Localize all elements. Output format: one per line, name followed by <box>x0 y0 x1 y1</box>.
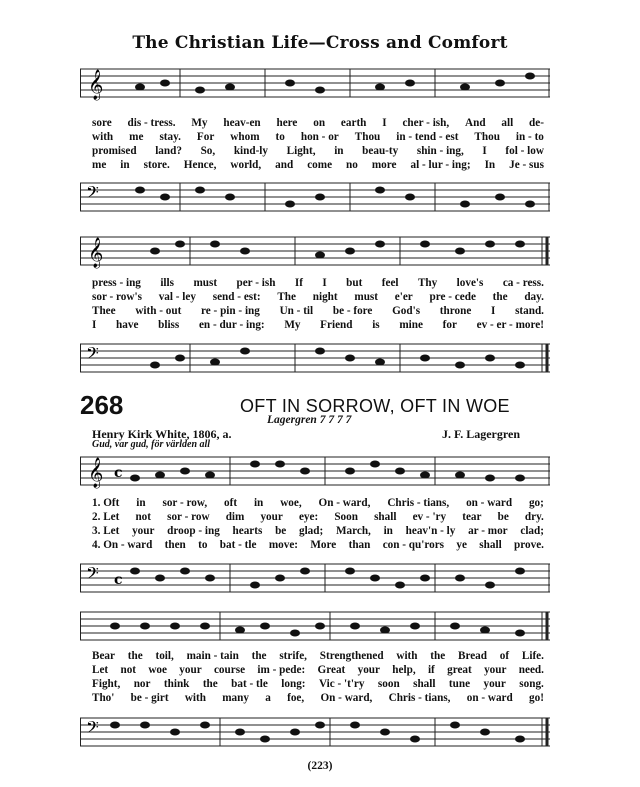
treble-staff <box>80 231 550 268</box>
svg-text:𝄞: 𝄞 <box>88 70 104 100</box>
lyric-syllable: dis - tress. <box>127 117 176 129</box>
lyric-syllable: store. <box>143 159 170 171</box>
lyric-syllable: land? <box>155 145 182 157</box>
lyric-syllable: 2. Let <box>92 511 120 523</box>
lyric-syllable: droop - ing <box>167 525 220 537</box>
lyric-syllable: need. <box>518 664 544 676</box>
lyric-syllable: dry. <box>524 511 544 523</box>
lyric-syllable: I <box>382 117 387 129</box>
lyric-syllable: with <box>184 692 206 704</box>
lyric-line <box>92 678 544 690</box>
lyric-syllable: not <box>120 664 137 676</box>
lyric-syllable: great <box>447 664 472 676</box>
lyric-syllable: sor - row, <box>162 497 208 509</box>
lyric-syllable: your <box>132 525 155 537</box>
lyric-syllable: On - ward, <box>318 497 371 509</box>
lyric-syllable: in - tend - est <box>396 131 459 143</box>
lyric-syllable: the <box>127 650 143 662</box>
lyric-syllable: Thee <box>92 305 116 317</box>
lyric-syllable: come <box>307 159 333 171</box>
lyric-syllable: con - qu'rors <box>382 539 445 551</box>
lyric-syllable: must <box>193 277 218 289</box>
lyric-syllable: day. <box>524 291 544 303</box>
lyric-syllable: tune <box>448 678 471 690</box>
lyric-syllable: mine <box>399 319 423 331</box>
lyric-syllable: strife, <box>279 650 307 662</box>
lyric-syllable: shall <box>374 511 397 523</box>
lyric-syllable: all <box>501 117 514 129</box>
lyric-syllable: in <box>383 525 393 537</box>
lyric-syllable: in <box>136 497 146 509</box>
lyric-syllable: ye <box>456 539 467 551</box>
lyric-syllable: in <box>253 497 264 509</box>
lyric-syllable: the <box>251 650 267 662</box>
lyric-syllable: Hence, <box>183 159 217 171</box>
lyric-syllable: woe <box>148 664 167 676</box>
lyric-syllable: your <box>484 664 507 676</box>
lyric-syllable: me <box>92 159 107 171</box>
lyric-syllable: nor <box>133 678 151 690</box>
lyric-syllable: must <box>354 291 378 303</box>
lyric-syllable: ev - 'ry <box>412 511 447 523</box>
tune-name: Lagergren 7 7 7 7 <box>267 414 352 426</box>
svg-text:𝄢: 𝄢 <box>86 343 99 367</box>
lyric-syllable: on - ward <box>466 497 513 509</box>
lyric-syllable: Bear <box>92 650 115 662</box>
lyric-syllable: your <box>357 664 380 676</box>
bass-staff <box>80 712 550 746</box>
lyric-syllable: I <box>482 145 487 157</box>
lyric-line <box>92 319 544 331</box>
lyric-syllable: main - tain <box>186 650 239 662</box>
lyric-line <box>92 305 544 317</box>
lyric-syllable: ca - ress. <box>502 277 544 289</box>
lyric-syllable: to <box>275 131 285 143</box>
lyric-syllable: bliss <box>158 319 180 331</box>
bass-staff <box>80 338 550 372</box>
treble-staff <box>80 451 550 488</box>
lyric-syllable: the <box>492 291 508 303</box>
lyric-line <box>92 277 544 289</box>
lyric-syllable: Je - sus <box>509 159 544 171</box>
lyric-syllable: if <box>427 664 435 676</box>
lyric-syllable: in <box>334 145 344 157</box>
lyric-syllable: but <box>346 277 363 289</box>
lyric-syllable: 3. Let <box>92 525 120 537</box>
lyric-syllable: im - pede: <box>257 664 306 676</box>
lyric-syllable: ev - er - more! <box>476 319 544 331</box>
lyric-syllable: Great <box>317 664 346 676</box>
lyric-syllable: think <box>163 678 190 690</box>
lyric-syllable: shall <box>413 678 436 690</box>
lyric-syllable: Un - til <box>279 305 314 317</box>
lyric-syllable: 1. Oft <box>92 497 120 509</box>
lyric-syllable: and <box>275 159 294 171</box>
lyric-syllable: bat - tle <box>219 539 257 551</box>
lyric-syllable: a <box>265 692 271 704</box>
lyric-line <box>92 664 544 676</box>
lyric-line <box>92 539 544 551</box>
lyric-syllable: 4. On - ward <box>92 539 153 551</box>
lyric-syllable: oft <box>224 497 238 509</box>
lyric-syllable: be <box>275 525 287 537</box>
lyric-syllable: Thy <box>417 277 438 289</box>
lyric-syllable: here <box>276 117 298 129</box>
lyric-line <box>92 291 544 303</box>
composer-credit: J. F. Lagergren <box>442 427 520 441</box>
lyric-line <box>92 692 544 704</box>
svg-text:𝄞: 𝄞 <box>88 238 104 268</box>
lyric-line <box>92 497 544 509</box>
lyric-syllable: My <box>191 117 208 129</box>
lyric-syllable: no <box>346 159 358 171</box>
lyric-syllable: night <box>312 291 338 303</box>
lyric-syllable: foe, <box>287 692 305 704</box>
lyric-syllable: then <box>164 539 186 551</box>
lyric-syllable: go! <box>529 692 544 704</box>
bass-staff <box>80 558 550 592</box>
lyric-syllable: clad; <box>520 525 544 537</box>
svg-text:𝄞: 𝄞 <box>88 458 104 488</box>
lyric-syllable: re - pin - ing <box>201 305 260 317</box>
lyric-syllable: hon - or <box>300 131 339 143</box>
lyric-syllable: long: <box>281 678 306 690</box>
lyric-syllable: for <box>442 319 457 331</box>
svg-text:𝄢: 𝄢 <box>86 563 99 587</box>
lyric-syllable: me <box>129 131 144 143</box>
lyric-syllable: world, <box>230 159 262 171</box>
lyric-syllable: sor - row <box>167 511 210 523</box>
lyric-syllable: in <box>120 159 130 171</box>
lyric-syllable: The <box>277 291 296 303</box>
lyric-syllable: And <box>465 117 486 129</box>
lyric-syllable: send - est: <box>212 291 261 303</box>
lyric-syllable: on - ward <box>466 692 513 704</box>
lyric-syllable: fol - low <box>505 145 544 157</box>
lyric-syllable: Tho' <box>92 692 115 704</box>
lyric-syllable: For <box>196 131 215 143</box>
lyric-syllable: My <box>284 319 301 331</box>
lyric-syllable: soon <box>377 678 400 690</box>
lyric-syllable: stay. <box>159 131 181 143</box>
lyric-syllable: shall <box>479 539 502 551</box>
lyric-syllable: ills <box>160 277 175 289</box>
lyric-syllable: in - to <box>515 131 544 143</box>
page-header: The Christian Life—Cross and Comfort <box>132 33 508 53</box>
lyric-syllable: Chris - tians, <box>388 692 451 704</box>
lyric-syllable: throne <box>439 305 472 317</box>
lyric-syllable: per - ish <box>236 277 276 289</box>
lyric-syllable: feel <box>381 277 399 289</box>
lyric-syllable: God's <box>392 305 421 317</box>
lyric-syllable: heav'n - ly <box>405 525 456 537</box>
lyric-line <box>92 650 544 662</box>
lyric-syllable: Vic - 't'ry <box>318 678 365 690</box>
lyric-syllable: stand. <box>515 305 544 317</box>
lyric-syllable: Thou <box>474 131 500 143</box>
lyric-syllable: March, <box>335 525 371 537</box>
lyric-syllable: So, <box>200 145 216 157</box>
lyric-syllable: In <box>484 159 496 171</box>
lyric-syllable: en - dur - ing: <box>198 319 265 331</box>
lyric-syllable: al - lur - ing; <box>410 159 471 171</box>
lyric-syllable: de- <box>529 117 544 129</box>
lyric-syllable: e'er <box>394 291 413 303</box>
lyric-syllable: earth <box>340 117 367 129</box>
lyric-syllable: Let <box>92 664 109 676</box>
hymn-title: OFT IN SORROW, OFT IN WOE <box>240 396 510 416</box>
lyric-line <box>92 145 544 157</box>
lyric-syllable: cher - ish, <box>402 117 450 129</box>
lyric-syllable: dim <box>225 511 245 523</box>
lyric-syllable: help, <box>392 664 416 676</box>
lyric-syllable: Fight, <box>92 678 121 690</box>
lyric-syllable: of <box>499 650 510 662</box>
lyric-line <box>92 159 544 171</box>
lyric-syllable: song. <box>519 678 544 690</box>
lyric-syllable: shin - ing, <box>416 145 464 157</box>
lyric-syllable: not <box>135 511 151 523</box>
svg-text:c: c <box>114 572 123 588</box>
lyric-syllable: with <box>396 650 418 662</box>
lyric-syllable: have <box>116 319 139 331</box>
lyric-syllable: whom <box>230 131 260 143</box>
lyric-syllable: Light, <box>286 145 316 157</box>
lyric-line <box>92 117 544 129</box>
lyric-syllable: your <box>260 511 283 523</box>
lyric-syllable: On - ward, <box>320 692 373 704</box>
lyric-syllable: many <box>222 692 249 704</box>
treble-staff <box>80 606 550 640</box>
lyric-syllable: More <box>310 539 337 551</box>
lyric-syllable: woe, <box>280 497 302 509</box>
lyric-syllable: be - girt <box>130 692 169 704</box>
lyric-syllable: than <box>348 539 371 551</box>
svg-text:c: c <box>114 465 123 481</box>
lyric-syllable: hearts <box>232 525 263 537</box>
lyric-syllable: to <box>198 539 208 551</box>
lyric-syllable: If <box>294 277 303 289</box>
lyric-syllable: more <box>371 159 397 171</box>
lyric-syllable: your <box>483 678 506 690</box>
source-title: Gud, var gud, för världen all <box>92 439 211 450</box>
lyric-syllable: Life. <box>521 650 544 662</box>
lyric-syllable: with <box>92 131 114 143</box>
lyric-syllable: promised <box>92 145 137 157</box>
lyric-syllable: press - ing <box>92 277 141 289</box>
lyric-syllable: beau-ty <box>362 145 399 157</box>
lyric-syllable: toil, <box>155 650 174 662</box>
hymn-number: 268 <box>80 390 124 420</box>
lyric-syllable: is <box>372 319 380 331</box>
svg-text:𝄢: 𝄢 <box>86 717 99 741</box>
lyric-syllable: I <box>491 305 496 317</box>
lyric-syllable: prove. <box>514 539 544 551</box>
lyric-syllable: Thou <box>354 131 381 143</box>
lyric-syllable: pre - cede <box>429 291 476 303</box>
lyric-syllable: on <box>313 117 326 129</box>
lyric-line <box>92 511 544 523</box>
lyric-syllable: the <box>430 650 446 662</box>
lyric-syllable: the <box>202 678 218 690</box>
lyric-syllable: glad; <box>298 525 324 537</box>
lyric-syllable: Friend <box>320 319 353 331</box>
lyric-syllable: I <box>92 319 97 331</box>
lyric-syllable: eye: <box>298 511 319 523</box>
lyric-syllable: Bread <box>457 650 487 662</box>
lyric-syllable: be <box>497 511 509 523</box>
lyric-syllable: val - ley <box>158 291 196 303</box>
page-number: (223) <box>307 760 333 772</box>
lyric-syllable: kind-ly <box>233 145 269 157</box>
treble-staff <box>80 63 550 100</box>
author-credit: Henry Kirk White, 1806, a. <box>92 427 232 441</box>
svg-text:𝄢: 𝄢 <box>86 182 99 206</box>
lyric-syllable: ar - mor <box>468 525 508 537</box>
lyric-syllable: heav-en <box>223 117 261 129</box>
lyric-syllable: sore <box>92 117 112 129</box>
lyric-syllable: sor - row's <box>92 291 142 303</box>
lyric-syllable: bat - tle <box>231 678 268 690</box>
lyric-syllable: with - out <box>135 305 182 317</box>
lyric-syllable: love's <box>456 277 484 289</box>
lyric-line <box>92 131 544 143</box>
lyric-syllable: Soon <box>334 511 358 523</box>
lyric-syllable: I <box>322 277 327 289</box>
lyric-line <box>92 525 544 537</box>
lyric-syllable: move: <box>268 539 299 551</box>
lyric-syllable: Strengthened <box>319 650 384 662</box>
lyric-syllable: course <box>213 664 246 676</box>
lyric-syllable: Chris - tians, <box>387 497 450 509</box>
lyric-syllable: tear <box>462 511 482 523</box>
lyric-syllable: be - fore <box>332 305 373 317</box>
lyric-syllable: your <box>179 664 202 676</box>
bass-staff <box>80 177 550 211</box>
lyric-syllable: go; <box>528 497 544 509</box>
